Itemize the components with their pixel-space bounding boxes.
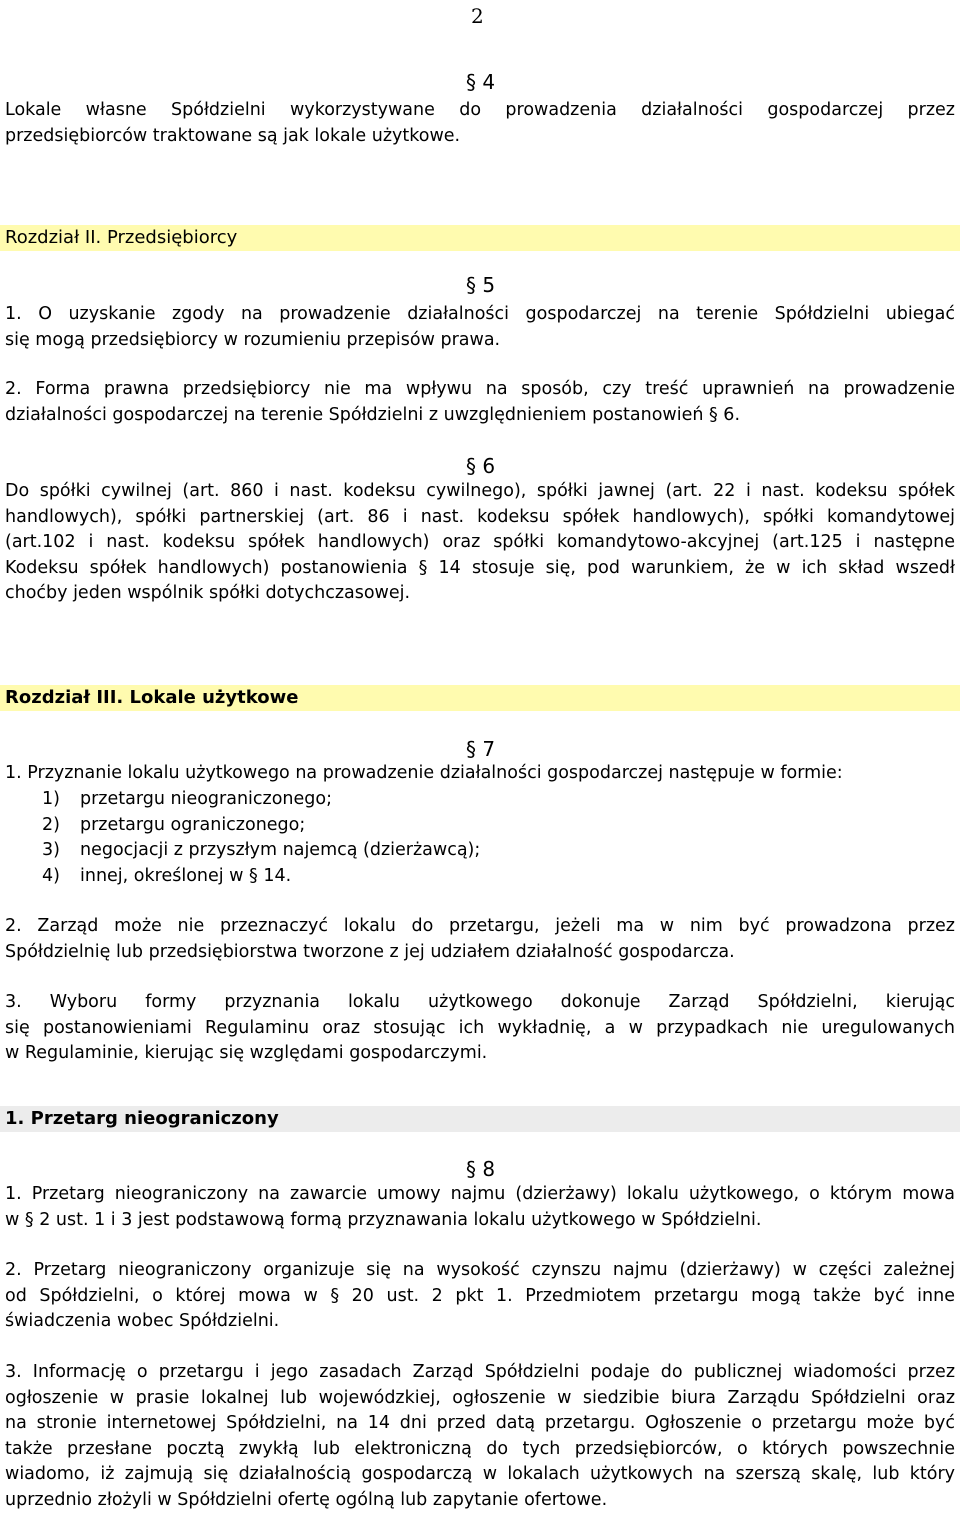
chapter-2-heading [0, 225, 960, 251]
text-line: 3. Wyboru formy przyznania lokalu użytkowego dokonuje Zarząd Spółdzielni, kierując [5, 990, 955, 1016]
forms-list [42, 787, 480, 889]
text-line: działalności gospodarczej na terenie Spółdzielni z uwzględnieniem postanowień § 6. [5, 403, 955, 429]
text-line: wiadomo, iż zajmują się działalnością gospodarczą w lokalach użytkowych na szerszą skalę, lub który [5, 1462, 955, 1488]
paragraph-4-text [5, 98, 955, 149]
text-line: (art.102 i nast. kodeksu spółek handlowych) oraz spółki komandytowo-akcyjnej (art.125 i następne [5, 530, 955, 556]
text-line: Do spółki cywilnej (art. 860 i nast. kodeksu cywilnego), spółki jawnej (art. 22 i nast. kodeksu spółek [5, 479, 955, 505]
text-line: w § 2 ust. 1 i 3 jest podstawową formą przyznawania lokalu użytkowego w Spółdzielni. [5, 1208, 955, 1234]
section-1-heading [0, 1106, 960, 1132]
page-number: 2 [471, 4, 484, 28]
text-line: uprzednio złożyli w Spółdzielni ofertę ogólną lub zapytanie ofertowe. [5, 1488, 955, 1513]
text-line: świadczenia wobec Spółdzielni. [5, 1309, 955, 1335]
text-line: 3. Informację o przetargu i jego zasadach Zarząd Spółdzielni podaje do publicznej wiadomości przez [5, 1360, 955, 1386]
paragraph-sign-4: § 4 [466, 70, 495, 94]
paragraph-8-item-1 [5, 1182, 955, 1233]
text-line: 1. Przyznanie lokalu użytkowego na prowadzenie działalności gospodarczej następuje w formie: [5, 761, 955, 787]
paragraph-5-item-2 [5, 377, 955, 428]
text-line: 2. Przetarg nieograniczony organizuje się na wysokość czynszu najmu (dzierżawy) w części zależnej [5, 1258, 955, 1284]
section-1-title: 1. Przetarg nieograniczony [5, 1106, 279, 1132]
paragraph-sign-5: § 5 [466, 273, 495, 297]
chapter-2-title: Rozdział II. Przedsiębiorcy [5, 225, 237, 251]
text-line: przedsiębiorców traktowane są jak lokale użytkowe. [5, 124, 955, 150]
text-line: Lokale własne Spółdzielni wykorzystywane do prowadzenia działalności gospodarczej przez [5, 98, 955, 124]
list-item: 4) innej, określonej w § 14. [42, 864, 480, 890]
text-line: od Spółdzielni, o której mowa w § 20 ust. 2 pkt 1. Przedmiotem przetargu mogą także być inne [5, 1284, 955, 1310]
paragraph-8-item-2 [5, 1258, 955, 1335]
paragraph-5-item-1 [5, 302, 955, 353]
text-line: Kodeksu spółek handlowych) postanowienia § 14 stosuje się, pod warunkiem, że w ich skład wszedł [5, 556, 955, 582]
text-line: 1. O uzyskanie zgody na prowadzenie działalności gospodarczej na terenie Spółdzielni ubiegać [5, 302, 955, 328]
text-line: także przesłane pocztą zwykłą lub elektroniczną do tych przedsiębiorców, o których powszechnie [5, 1437, 955, 1463]
text-line: 2. Forma prawna przedsiębiorcy nie ma wpływu na sposób, czy treść uprawnień na prowadzenie [5, 377, 955, 403]
paragraph-7-item-1 [5, 761, 955, 787]
list-item: 3) negocjacji z przyszłym najemcą (dzierżawcą); [42, 838, 480, 864]
paragraph-sign-7: § 7 [466, 737, 495, 761]
text-line: Spółdzielnię lub przedsiębiorstwa tworzone z jej udziałem działalność gospodarcza. [5, 940, 955, 966]
text-line: w Regulaminie, kierując się względami gospodarczymi. [5, 1041, 955, 1067]
text-line: się postanowieniami Regulaminu oraz stosując ich wykładnię, a w przypadkach nie uregulowanych [5, 1016, 955, 1042]
paragraph-8-item-3 [5, 1360, 955, 1513]
paragraph-sign-8: § 8 [466, 1157, 495, 1181]
text-line: handlowych), spółki partnerskiej (art. 86 i nast. kodeksu spółek handlowych), spółki komandytowej [5, 505, 955, 531]
paragraph-6-text [5, 479, 955, 607]
text-line: się mogą przedsiębiorcy w rozumieniu przepisów prawa. [5, 328, 955, 354]
paragraph-7-item-2 [5, 914, 955, 965]
list-item: 2) przetargu ograniczonego; [42, 813, 480, 839]
text-line: 2. Zarząd może nie przeznaczyć lokalu do przetargu, jeżeli ma w nim być prowadzona przez [5, 914, 955, 940]
paragraph-sign-6: § 6 [466, 454, 495, 478]
chapter-3-heading [0, 685, 960, 711]
list-item: 1) przetargu nieograniczonego; [42, 787, 480, 813]
chapter-3-title: Rozdział III. Lokale użytkowe [5, 685, 298, 711]
paragraph-7-item-3 [5, 990, 955, 1067]
text-line: choćby jeden wspólnik spółki dotychczasowej. [5, 581, 955, 607]
text-line: ogłoszenie w prasie lokalnej lub wojewódzkiej, ogłoszenie w siedzibie biura Zarządu Spółdzielni oraz [5, 1386, 955, 1412]
text-line: 1. Przetarg nieograniczony na zawarcie umowy najmu (dzierżawy) lokalu użytkowego, o którym mowa [5, 1182, 955, 1208]
text-line: na stronie internetowej Spółdzielni, na 14 dni przed datą przetargu. Ogłoszenie o przetargu może być [5, 1411, 955, 1437]
